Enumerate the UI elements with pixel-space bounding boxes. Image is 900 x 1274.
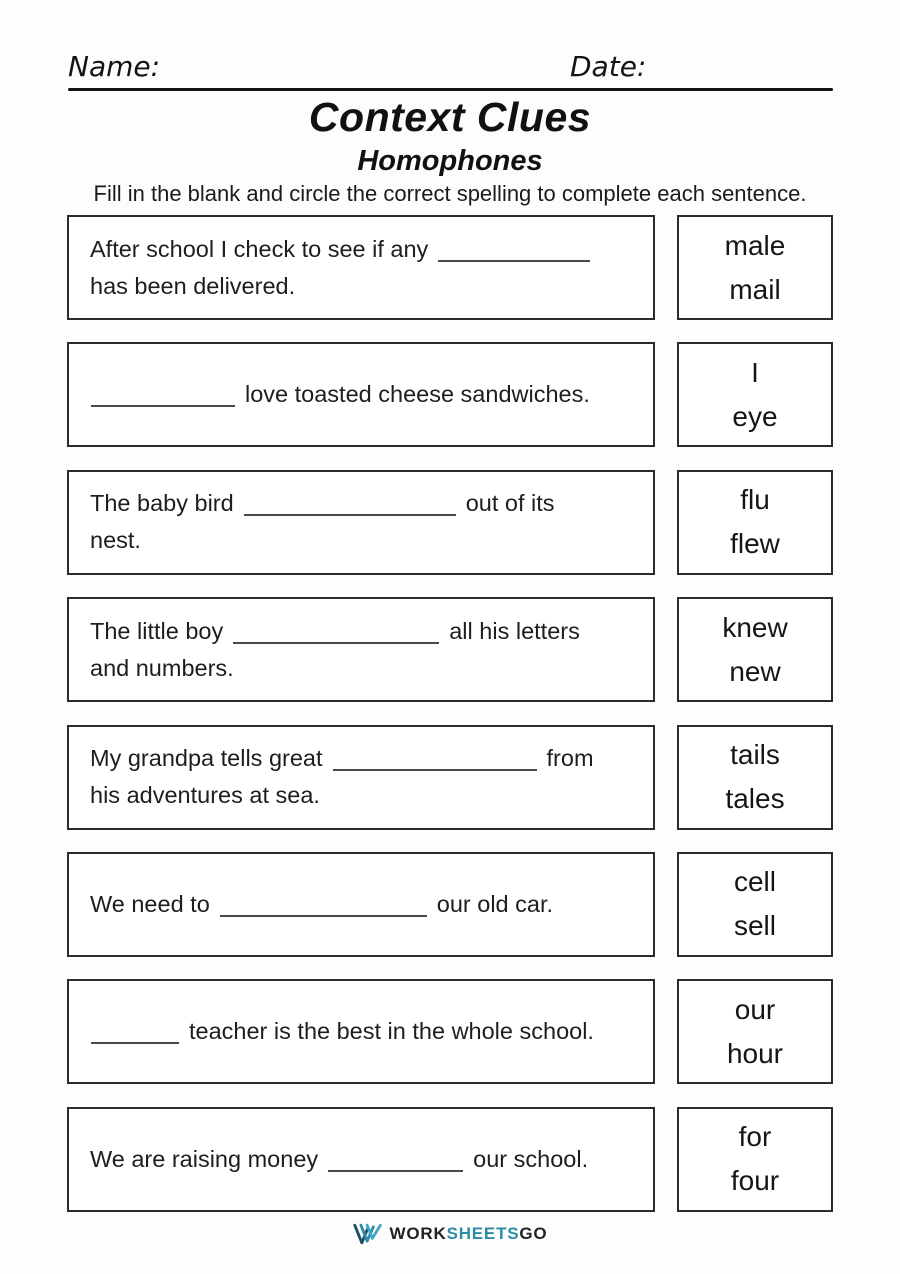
option-box — [677, 979, 833, 1084]
instruction-text: Fill in the blank and circle the correct spelling to complete each sentence. — [93, 181, 807, 206]
option-word[interactable]: flu — [740, 484, 770, 516]
sentence-text: love toasted cheese sandwiches. — [245, 381, 590, 408]
option-word[interactable]: our — [734, 993, 776, 1025]
option-box — [677, 342, 833, 447]
fill-in-blank[interactable] — [244, 494, 456, 516]
worksheet-row — [67, 725, 833, 830]
worksheet-row — [67, 1107, 833, 1212]
sentence-text: has been delivered. — [90, 272, 296, 299]
page-title: Context Clues — [308, 94, 592, 140]
sentence-line — [90, 777, 632, 814]
fill-in-blank[interactable] — [91, 385, 235, 407]
sentence-line — [90, 740, 632, 777]
sentence-text: We need to — [90, 890, 210, 917]
sentence-box — [67, 342, 655, 447]
sentence-line — [90, 376, 632, 413]
option-word[interactable]: four — [730, 1165, 780, 1197]
sentence-line — [90, 231, 632, 268]
fill-in-blank[interactable] — [328, 1150, 463, 1172]
sentence-text: our school. — [473, 1145, 589, 1172]
sentence-text: The little boy — [90, 617, 224, 644]
brand-wordmark — [390, 1224, 548, 1244]
sentence-text: teacher is the best in the whole school. — [189, 1018, 594, 1045]
sentence-text: We are raising money — [90, 1145, 319, 1172]
option-word[interactable]: male — [724, 229, 786, 261]
option-word[interactable]: new — [729, 655, 781, 687]
option-word[interactable]: flew — [730, 528, 780, 560]
sentence-text: and numbers. — [90, 654, 234, 681]
name-label: Name: — [68, 50, 161, 83]
worksheet-row — [67, 470, 833, 575]
brand-sheets: SHEETS — [446, 1224, 520, 1243]
sentence-text: from — [546, 745, 594, 772]
option-word[interactable]: knew — [722, 611, 788, 643]
rows — [67, 215, 833, 1212]
worksheet-row — [67, 215, 833, 320]
sentence-line — [90, 522, 632, 559]
brand-go: GO — [519, 1224, 548, 1243]
sentence-line — [90, 1013, 632, 1050]
sentence-box — [67, 852, 655, 957]
worksheet-row — [67, 342, 833, 447]
date-label: Date: — [570, 50, 647, 83]
sentence-box — [67, 725, 655, 830]
page-subtitle: Homophones — [357, 145, 543, 177]
sentence-box — [67, 1107, 655, 1212]
option-word[interactable]: tails — [730, 739, 780, 771]
option-box — [677, 215, 833, 320]
sentence-box — [67, 597, 655, 702]
option-box — [677, 725, 833, 830]
sentence-box — [67, 979, 655, 1084]
sentence-line — [90, 613, 632, 650]
header-divider-line — [68, 88, 833, 91]
option-word[interactable]: I — [751, 356, 759, 388]
worksheet-row — [67, 979, 833, 1084]
option-word[interactable]: eye — [732, 400, 778, 432]
sentence-text: nest. — [90, 527, 141, 554]
sentence-text: all his letters — [449, 617, 580, 644]
option-box — [677, 1107, 833, 1212]
worksheet-row — [67, 597, 833, 702]
brand-work: WORK — [389, 1224, 447, 1243]
option-box — [677, 852, 833, 957]
sentence-box — [67, 470, 655, 575]
sentence-text: our old car. — [436, 890, 554, 917]
worksheetsgo-logo-icon — [353, 1222, 383, 1246]
sentence-box — [67, 215, 655, 320]
sentence-line — [90, 268, 632, 305]
fill-in-blank[interactable] — [438, 240, 590, 262]
sentence-text: The baby bird — [90, 490, 234, 517]
sentence-text: out of its — [465, 490, 555, 517]
option-word[interactable]: tales — [725, 783, 785, 815]
sentence-text: his adventures at sea. — [90, 782, 320, 809]
footer-brand — [0, 1222, 900, 1246]
worksheet-row — [67, 852, 833, 957]
sentence-text: My grandpa tells great — [90, 745, 323, 772]
option-word[interactable]: cell — [733, 866, 776, 898]
fill-in-blank[interactable] — [233, 622, 439, 644]
sentence-line — [90, 485, 632, 522]
sentence-line — [90, 886, 632, 923]
sentence-line — [90, 650, 632, 687]
option-box — [677, 597, 833, 702]
fill-in-blank[interactable] — [91, 1022, 179, 1044]
fill-in-blank[interactable] — [220, 895, 427, 917]
option-word[interactable]: mail — [729, 273, 781, 305]
option-word[interactable]: hour — [726, 1037, 784, 1069]
sentence-text: After school I check to see if any — [90, 235, 429, 262]
fill-in-blank[interactable] — [333, 749, 537, 771]
sentence-line — [90, 1141, 632, 1178]
option-box — [677, 470, 833, 575]
option-word[interactable]: sell — [733, 910, 776, 942]
option-word[interactable]: for — [738, 1121, 772, 1153]
